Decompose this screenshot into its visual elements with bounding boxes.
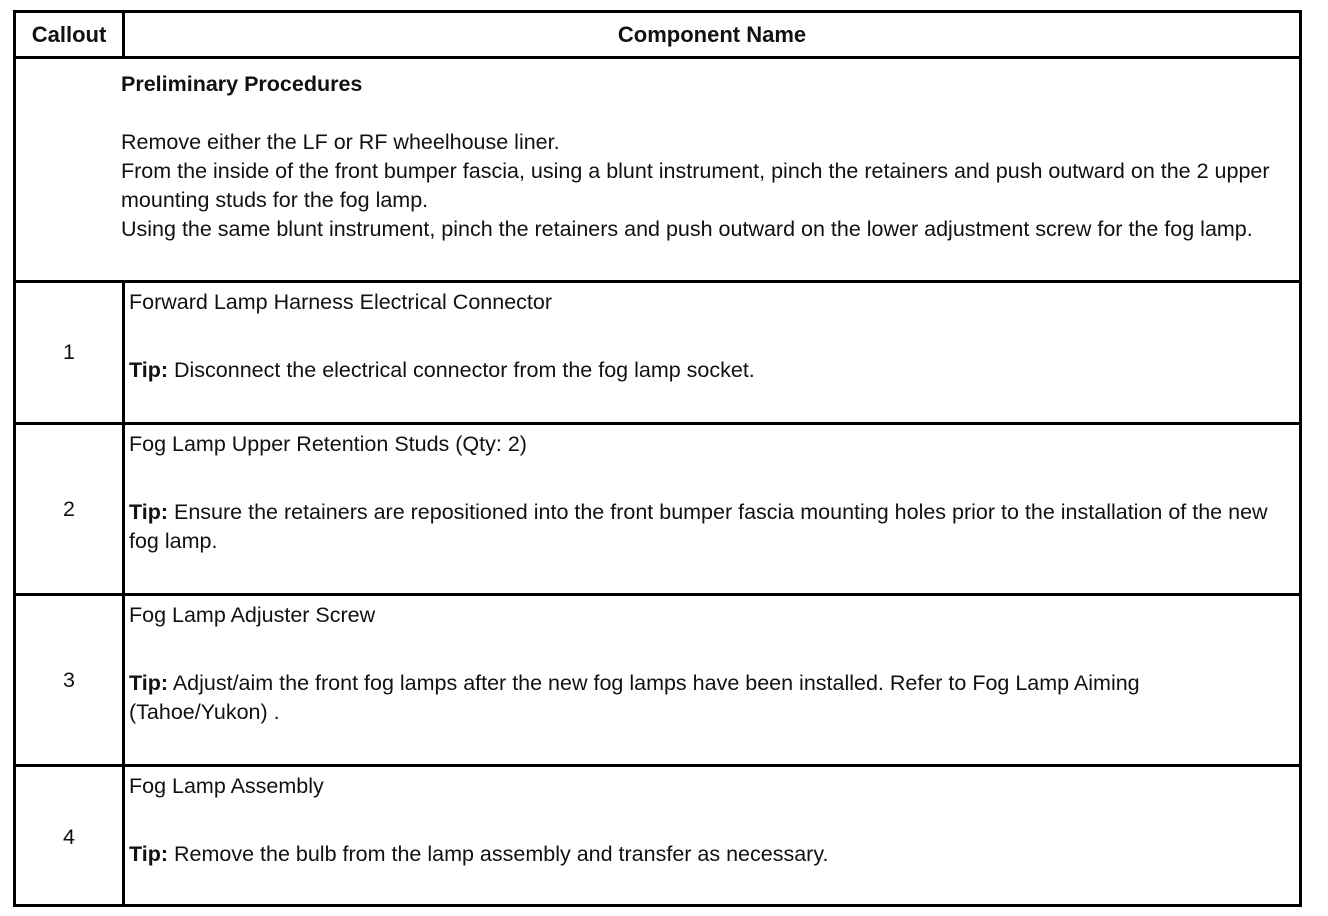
component-tip <box>129 498 1279 556</box>
callout-number: 4 <box>63 824 75 849</box>
table-row <box>16 280 1299 422</box>
preliminary-procedures <box>121 70 1291 244</box>
component-cell <box>129 772 1279 869</box>
component-name: Forward Lamp Harness Electrical Connector <box>129 290 552 314</box>
tip-text: Ensure the retainers are repositioned into the front bumper fascia mounting holes prior to the installation of the new fog lamp. <box>129 500 1268 553</box>
column-divider <box>122 596 125 764</box>
callout-number: 2 <box>63 496 75 521</box>
column-divider <box>122 767 125 907</box>
tip-text: Remove the bulb from the lamp assembly and transfer as necessary. <box>174 842 829 866</box>
tip-label: Tip: <box>129 671 169 695</box>
preliminary-procedures-row <box>16 56 1299 283</box>
procedure-table <box>13 10 1302 907</box>
table-header-row <box>16 13 1299 56</box>
tip-label: Tip: <box>129 500 169 524</box>
table-row <box>16 422 1299 593</box>
column-divider <box>122 283 125 422</box>
preliminary-step: Using the same blunt instrument, pinch the retainers and push outward on the lower adjustment screw for the fog lamp. <box>121 217 1253 241</box>
callout-number: 1 <box>63 340 75 364</box>
callout-column-header: Callout <box>31 21 107 47</box>
table-row <box>16 764 1299 907</box>
tip-label: Tip: <box>129 842 169 866</box>
component-name-column-header: Component Name <box>617 21 807 47</box>
preliminary-step: From the inside of the front bumper fascia, using a blunt instrument, pinch the retainers and push outward on the 2 upper mounting studs for the fog lamp. <box>121 159 1270 212</box>
component-cell <box>129 601 1279 727</box>
component-tip <box>129 840 1279 869</box>
component-name: Fog Lamp Adjuster Screw <box>129 603 376 627</box>
component-cell <box>129 288 1279 385</box>
component-tip <box>129 669 1279 727</box>
component-tip <box>129 356 1279 385</box>
tip-label: Tip: <box>129 358 169 382</box>
column-divider <box>122 425 125 593</box>
component-name: Fog Lamp Upper Retention Studs (Qty: 2) <box>129 432 527 456</box>
component-name: Fog Lamp Assembly <box>129 774 324 798</box>
preliminary-procedures-title: Preliminary Procedures <box>121 72 363 96</box>
component-cell <box>129 430 1279 556</box>
callout-number: 3 <box>63 667 75 692</box>
tip-text: Adjust/aim the front fog lamps after the new fog lamps have been installed. Refer to Fog Lamp Aiming (Tahoe/Yukon) . <box>129 671 1140 724</box>
tip-text: Disconnect the electrical connector from the fog lamp socket. <box>174 358 755 382</box>
preliminary-step: Remove either the LF or RF wheelhouse liner. <box>121 130 560 154</box>
table-row <box>16 593 1299 764</box>
